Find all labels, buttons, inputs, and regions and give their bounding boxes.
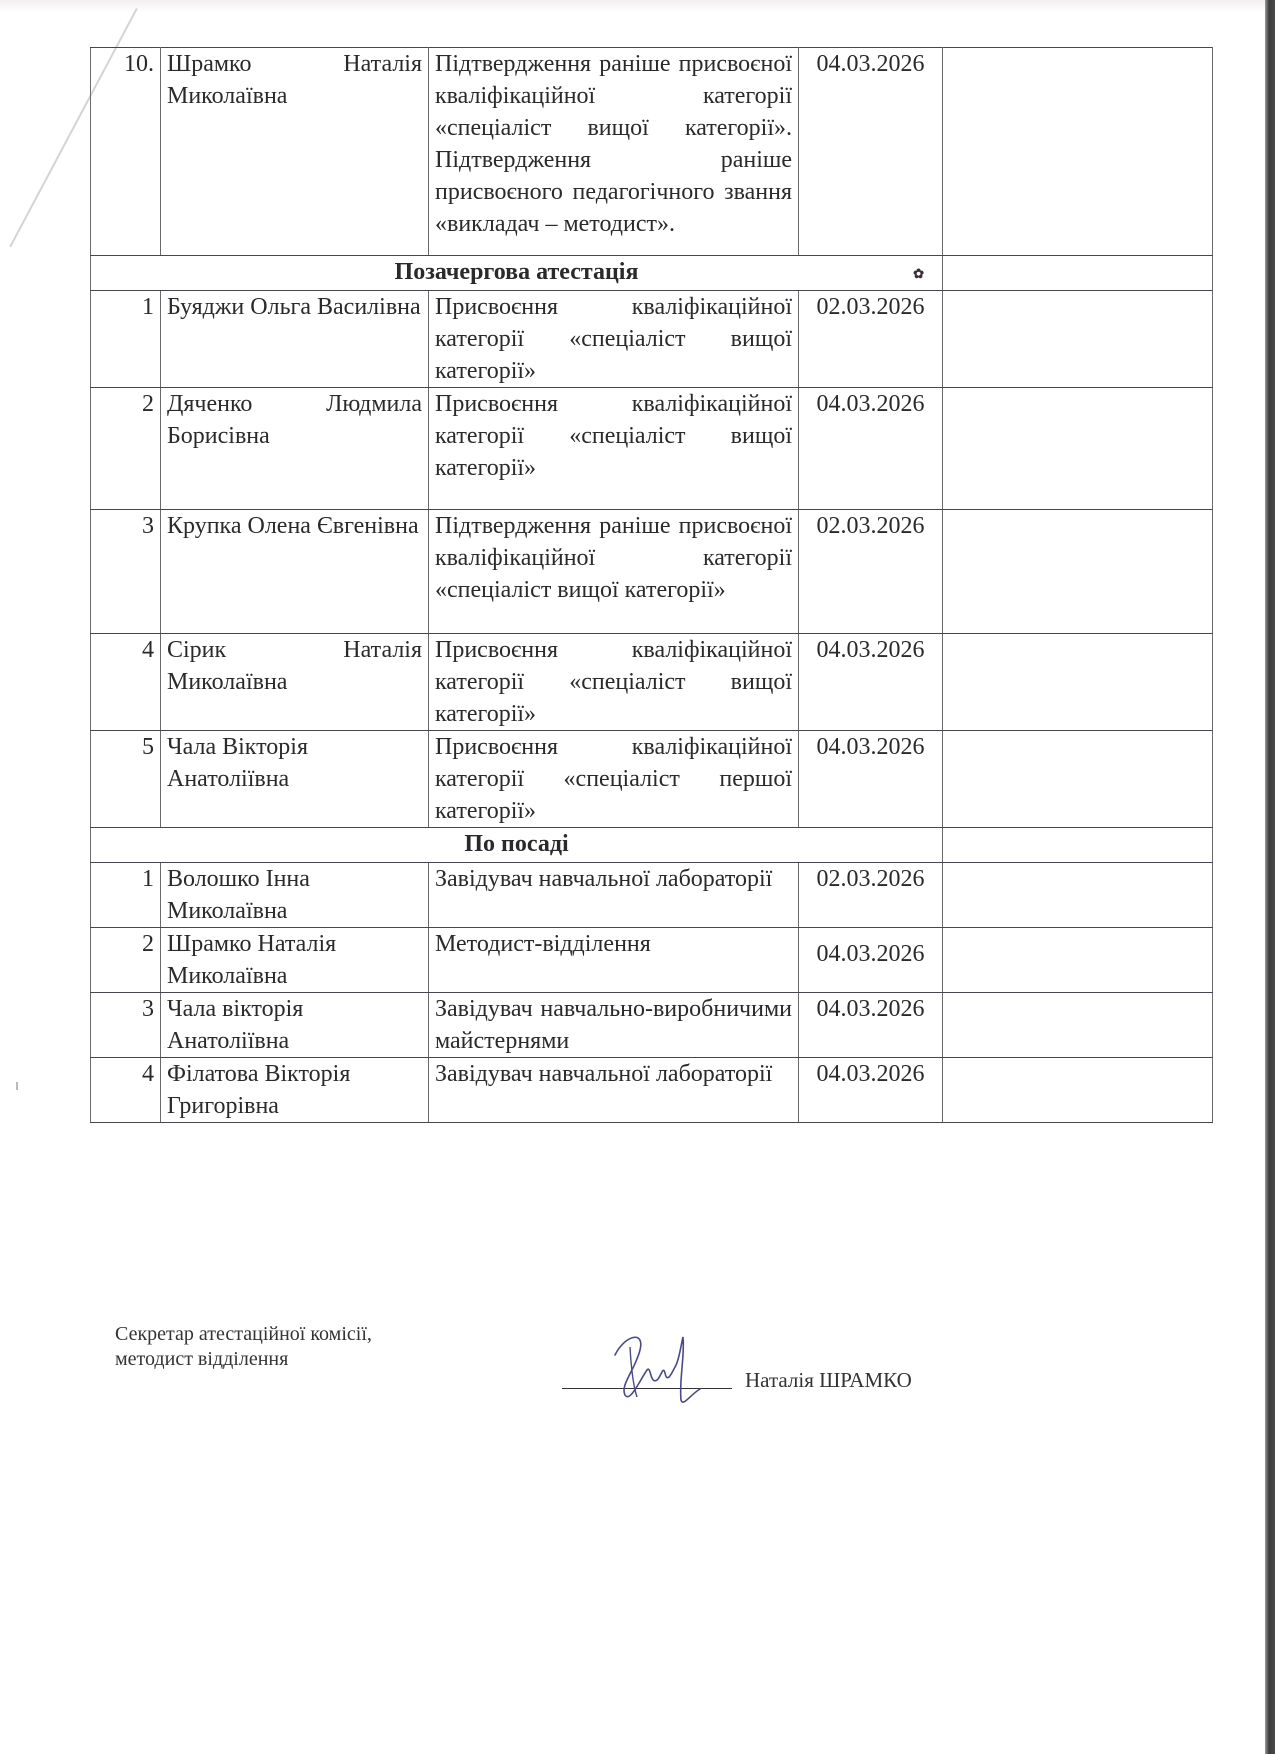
row-number: 10. [91, 48, 161, 256]
table-row [91, 928, 1213, 993]
signatory-position-line1: Секретар атестаційної комісії, [115, 1323, 372, 1345]
attestation-date: 04.03.2026 [799, 388, 943, 510]
attestation-date: 04.03.2026 [799, 634, 943, 731]
section-header-row [91, 256, 1213, 291]
employee-name: Сірик Наталія Миколаївна [161, 634, 429, 731]
notes-cell [943, 48, 1213, 256]
notes-cell [943, 993, 1213, 1058]
attestation-date: 02.03.2026 [799, 510, 943, 634]
attestation-purpose: Завідувач навчальної лабораторії [429, 1058, 799, 1123]
notes-cell [943, 1058, 1213, 1123]
attestation-purpose: Завідувач навчально-виробничими майстернями [429, 993, 799, 1058]
attestation-purpose: Присвоєння кваліфікаційної категорії «спеціаліст вищої категорії» [429, 634, 799, 731]
attestation-date: 04.03.2026 [799, 928, 943, 993]
table-row [91, 993, 1213, 1058]
attestation-purpose: Завідувач навчальної лабораторії [429, 863, 799, 928]
employee-name: Волошко Інна Миколаївна [161, 863, 429, 928]
table-row [91, 731, 1213, 828]
attestation-purpose: Присвоєння кваліфікаційної категорії «спеціаліст вищої категорії» [429, 388, 799, 510]
notes-cell [943, 510, 1213, 634]
table-row [91, 863, 1213, 928]
table-row [91, 388, 1213, 510]
employee-name: Шрамко Наталія Миколаївна [161, 928, 429, 993]
notes-cell [943, 863, 1213, 928]
scan-top-shade [0, 0, 1265, 12]
notes-cell [943, 256, 1213, 291]
attestation-date: 04.03.2026 [799, 1058, 943, 1123]
attestation-date: 04.03.2026 [799, 993, 943, 1058]
notes-cell [943, 731, 1213, 828]
table-row [91, 634, 1213, 731]
attestation-schedule-table [90, 47, 1213, 1123]
employee-name: Чала вікторія Анатоліївна [161, 993, 429, 1058]
attestation-purpose: Методист-відділення [429, 928, 799, 993]
row-number: 3 [91, 510, 161, 634]
scan-speck [16, 1082, 18, 1090]
section-header-row [91, 828, 1213, 863]
signer-name: Наталія ШРАМКО [745, 1368, 912, 1392]
employee-name: Дяченко Людмила Борисівна [161, 388, 429, 510]
attestation-purpose: Підтвердження раніше присвоєної кваліфікаційної категорії «спеціаліст вищої категорії». Підтвердження раніше присвоєного педагогічного звання «викладач – методист». [429, 48, 799, 256]
row-number: 3 [91, 993, 161, 1058]
row-number: 2 [91, 388, 161, 510]
attestation-purpose: Присвоєння кваліфікаційної категорії «спеціаліст першої категорії» [429, 731, 799, 828]
employee-name: Крупка Олена Євгенівна [161, 510, 429, 634]
table-row [91, 48, 1213, 256]
row-number: 1 [91, 291, 161, 388]
section-title-text: Позачергова атестація [394, 259, 639, 285]
employee-name: Шрамко Наталія Миколаївна [161, 48, 429, 256]
ink-mark-icon: ✿ [913, 266, 924, 281]
attestation-date: 02.03.2026 [799, 863, 943, 928]
handwritten-signature [595, 1325, 715, 1415]
attestation-purpose: Підтвердження раніше присвоєної кваліфікаційної категорії «спеціаліст вищої категорії» [429, 510, 799, 634]
table-row [91, 510, 1213, 634]
notes-cell [943, 388, 1213, 510]
row-number: 1 [91, 863, 161, 928]
row-number: 5 [91, 731, 161, 828]
section-title-by-position [91, 828, 943, 863]
attestation-date: 04.03.2026 [799, 731, 943, 828]
table-row [91, 1058, 1213, 1123]
row-number: 2 [91, 928, 161, 993]
section-title-text: По посаді [464, 831, 569, 857]
signatory-position-line2: методист відділення [115, 1348, 289, 1370]
notes-cell [943, 828, 1213, 863]
row-number: 4 [91, 1058, 161, 1123]
notes-cell [943, 291, 1213, 388]
employee-name: Чала Вікторія Анатоліївна [161, 731, 429, 828]
attestation-purpose: Присвоєння кваліфікаційної категорії «спеціаліст вищої категорії» [429, 291, 799, 388]
attestation-date: 04.03.2026 [799, 48, 943, 256]
scanner-edge-band [1265, 0, 1275, 1754]
notes-cell [943, 634, 1213, 731]
attestation-date: 02.03.2026 [799, 291, 943, 388]
signatory-position [115, 1322, 372, 1372]
notes-cell [943, 928, 1213, 993]
row-number: 4 [91, 634, 161, 731]
employee-name: Буяджи Ольга Василівна [161, 291, 429, 388]
employee-name: Філатова Вікторія Григорівна [161, 1058, 429, 1123]
section-title-extraordinary [91, 256, 943, 291]
table-row [91, 291, 1213, 388]
